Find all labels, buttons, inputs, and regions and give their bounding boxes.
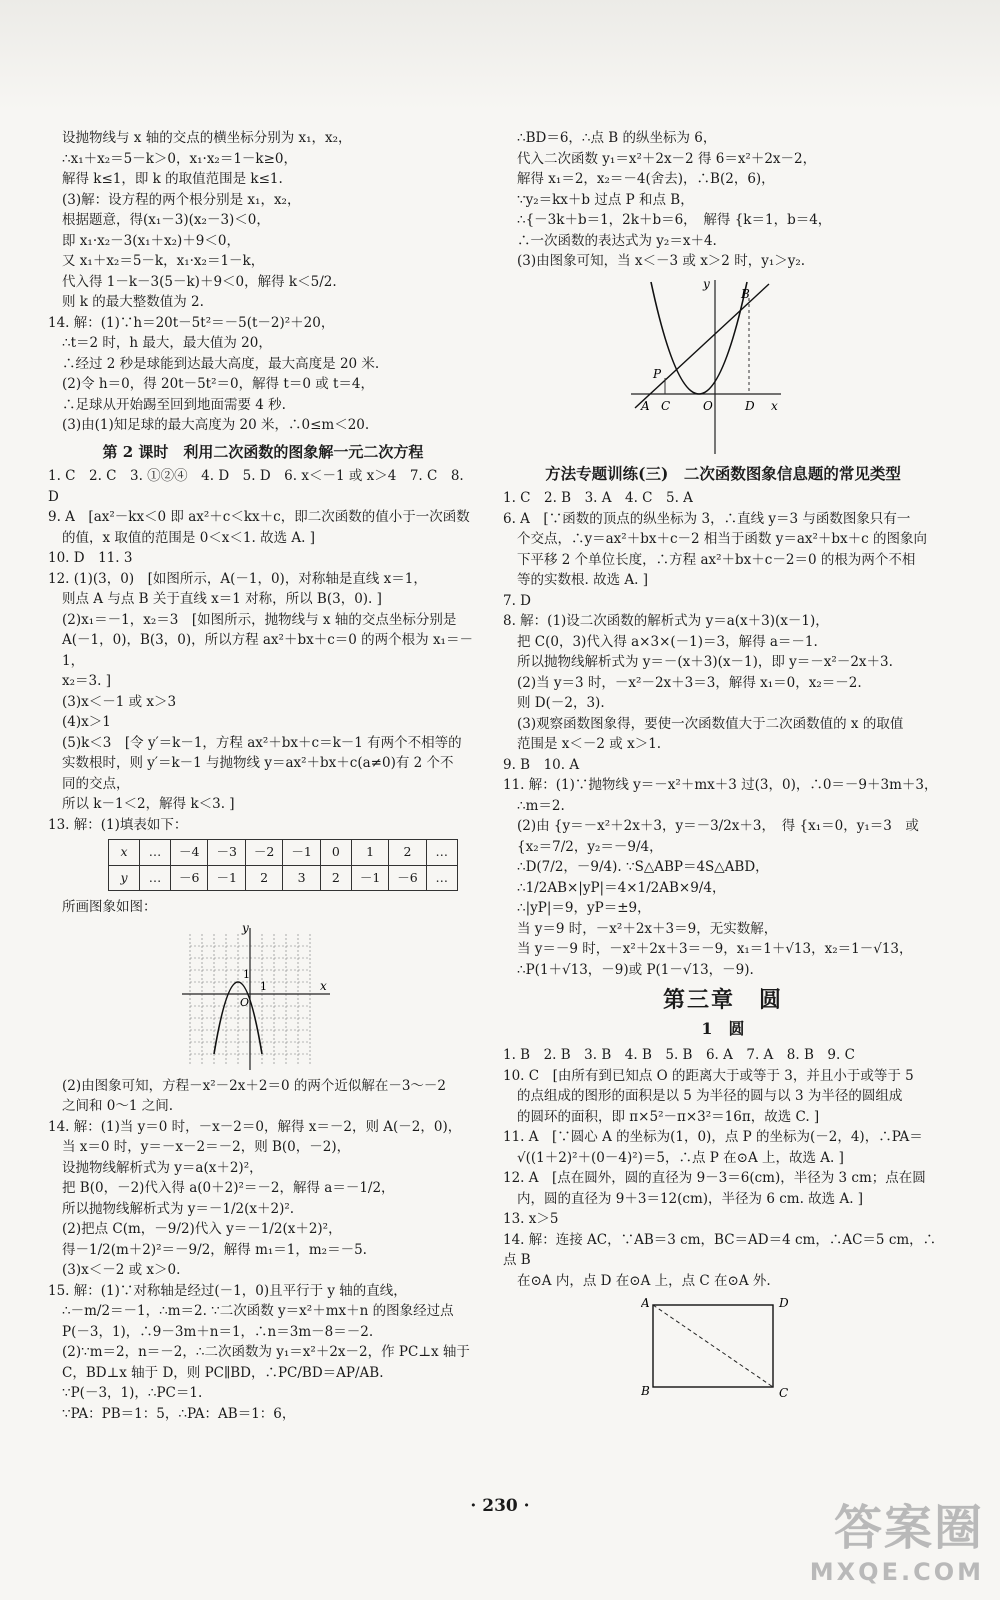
text-line: ∴1/2AB×|yP|＝4×1/2AB×9/4， [517,879,726,896]
text-line: 10. D 11. 3 [48,550,133,566]
text-line: 13. 解：(1)填表如下： [48,816,188,833]
value-table [108,839,458,891]
text-line: 13. x＞5 [503,1211,559,1227]
parabola-curve [651,282,747,394]
text-line: 14. 解：(1)当 y＝0 时，－x－2＝0，解得 x＝－2，则 A(－2，0)， [48,1118,462,1135]
text-line: 当 y＝9 时，－x²＋2x＋3＝9，无实数解， [517,920,778,937]
label-c: C [661,398,671,413]
label-c: C [779,1386,789,1399]
text-line: 所以抛物线解析式为 y＝－1/2(x＋2)². [62,1200,295,1217]
section-title-lesson2: 第 2 课时 利用二次函数的图象解一元二次方程 [102,442,424,461]
rectangle-figure [641,1295,821,1399]
text-line: 9. A [ax²－kx＜0 即 ax²＋c＜kx＋c，即二次函数的值小于一次函数 [48,509,470,525]
diagonal-ac [653,1305,773,1387]
text-line: 的点组成的图形的面积是以 5 为半径的圆与以 3 为半径的圆组成 [517,1088,903,1104]
table-cell: … [426,840,457,866]
text-line: 则 k 的最大整数值为 2. [62,294,204,310]
text-line: ∴P(1＋√13，－9)或 P(1－√13，－9). [517,961,754,978]
right-block-1 [503,128,943,272]
parabola-grid-figure [180,922,370,1072]
table-cell: 1 [351,840,388,866]
text-line: (2)由图象可知，方程－x²－2x＋2＝0 的两个近似解在－3～－2 [62,1077,446,1094]
text-line: 内，圆的直径为 9＋3＝12(cm)，半径为 6 cm. 故选 A. ] [517,1190,864,1207]
chapter-title: 第三章 圆 [662,987,783,1013]
right-block-3 [503,1045,943,1291]
label-y: y [242,921,249,935]
text-line: 实数根时，则 y′＝k－1 与抛物线 y＝ax²＋bx＋c(a≠0)有 2 个不 [62,755,454,771]
text-line: (4)x＞1 [62,714,111,730]
left-block-2 [48,466,478,835]
subsection-title: 1 圆 [701,1018,745,1038]
table-cell: y [109,865,140,891]
label-o: O [703,398,713,413]
watermark-logo: 答案圈 [833,1500,984,1556]
text-line: 14. 解：连接 AC，∵AB＝3 cm，BC＝AD＝4 cm，∴AC＝5 cm，∴点 B [503,1231,937,1268]
label-one-x: 1 [260,979,267,993]
text-line: ∴|yP|＝9，yP＝±9， [517,900,651,916]
text-line: 9. B 10. A [503,756,580,773]
text-line: ∴足球从开始踢至回到地面需要 4 秒. [62,396,286,413]
table-cell: －4 [171,840,208,866]
line-parabola-figure [631,276,801,456]
text-line: ∴BD＝6，∴点 B 的纵坐标为 6， [517,130,717,146]
text-line: ∵y₂＝kx＋b 过点 P 和点 B， [517,191,694,208]
text-line: (3)观察函数图象得，要使一次函数值大于二次函数值的 x 的取值 [517,715,904,732]
text-line: (2)令 h＝0，得 20t－5t²＝0，解得 t＝0 或 t＝4， [62,376,375,392]
text-line: 之间和 0～1 之间. [62,1098,174,1114]
table-row-x [109,840,458,866]
text-line: 得－1/2(m＋2)²＝－9/2，解得 m₁＝1，m₂＝－5. [62,1241,367,1258]
table-cell: 2 [389,840,426,866]
text-line: ∴经过 2 秒是球能到达最大高度，最大高度是 20 米. [62,355,380,372]
label-a: A [641,398,650,413]
left-block-1 [48,128,478,436]
table-cell: 3 [283,865,320,891]
table-row-y [109,865,458,891]
text-line: (2)由 {y＝－x²＋2x＋3，y＝－3/2x＋3， 得 {x₁＝0，y₁＝3 或 {x₂＝7/2，y₂＝－9/4， [517,818,924,855]
text-line: ∴m＝2. [517,797,565,814]
table-cell: －1 [208,865,245,891]
label-p: P [653,366,662,381]
text-line: 设抛物线与 x 轴的交点的横坐标分别为 x₁，x₂， [62,130,352,146]
table-cell: －6 [389,865,426,891]
watermark-url: MXQE.COM [809,1558,984,1586]
table-cell: 2 [320,865,351,891]
text-line: 则 D(－2，3). [517,695,605,711]
text-line: (3)由(1)知足球的最大高度为 20 米，∴0≤m＜20. [62,417,370,433]
text-line: 则点 A 与点 B 关于直线 x＝1 对称，所以 B(3，0). ] [62,591,382,607]
text-line: (3)解：设方程的两个根分别是 x₁，x₂， [62,191,301,208]
table-cell: 0 [320,840,351,866]
table-cell: －1 [351,865,388,891]
text-line: (3)x＜－2 或 x＞0. [62,1262,181,1278]
right-column [503,128,943,1403]
label-origin: O [240,995,250,1009]
text-line: 根据题意，得(x₁－3)(x₂－3)＜0， [62,212,270,228]
label-x: x [771,398,778,413]
text-line: 在⊙A 内，点 D 在⊙A 上，点 C 在⊙A 外. [517,1272,771,1289]
text-line: 把 C(0，3)代入得 a×3×(－1)＝3，解得 a＝－1. [517,633,818,650]
text-line: ∴D(7/2，－9/4). ∵S△ABP＝4S△ABD， [517,859,769,875]
section-title-method3: 方法专题训练(三) 二次函数图象信息题的常见类型 [545,463,901,483]
label-b: B [641,1384,650,1398]
page-number: · 230 · [470,1496,530,1516]
text-line: (2)x₁＝－1，x₂＝3 [如图所示，抛物线与 x 轴的交点坐标分别是 [62,611,457,628]
text-line: ∴一次函数的表达式为 y₂＝x＋4. [517,232,717,249]
text-line: A(－1，0)，B(3，0)，所以方程 ax²＋bx＋c＝0 的两个根为 x₁＝－1， [62,632,473,669]
text-line: 8. 解：(1)设二次函数的解析式为 y＝a(x＋3)(x－1)， [503,613,829,629]
text-line: (3)x＜－1 或 x＞3 [62,693,177,710]
text-line: 把 B(0，－2)代入得 a(0＋2)²＝－2，解得 a＝－1/2， [62,1180,395,1196]
text-line: 1. C 2. B 3. A 4. C 5. A [503,490,693,506]
text-line: 1. C 2. C 3. ①②④ 4. D 5. D 6. x＜－1 或 x＞4 7. C 8. D [48,468,469,505]
text-line: (2)把点 C(m，－9/2)代入 y＝－1/2(x＋2)²， [62,1221,342,1237]
table-cell: －3 [208,840,245,866]
text-line: (3)由图象可知，当 x＜－3 或 x＞2 时，y₁＞y₂. [517,253,806,269]
left-block-4 [48,1076,478,1425]
text-line: ∴t＝2 时，h 最大，最大值为 20， [62,335,272,351]
text-line: C，BD⊥x 轴于 D，则 PC∥BD，∴PC/BD＝AP/AB. [62,1364,384,1381]
text-line: ∴－m/2＝－1，∴m＝2. ∵二次函数 y＝x²＋mx＋n 的图象经过点 [62,1303,454,1319]
label-d: D [779,1296,789,1310]
text-line: 所以抛物线解析式为 y＝－(x＋3)(x－1)，即 y＝－x²－2x＋3. [517,654,893,670]
text-line: 代入二次函数 y₁＝x²＋2x－2 得 6＝x²＋2x－2， [517,150,817,167]
text-line: 11. 解：(1)∵抛物线 y＝－x²＋mx＋3 过(3，0)，∴0＝－9＋3m＋3， [503,777,938,793]
table-cell: 2 [245,865,282,891]
text-line: ∴x₁＋x₂＝5－k＞0，x₁·x₂＝1－k≥0， [62,150,298,167]
left-column [48,128,478,1424]
text-line: 的值，x 取值的范围是 0＜x＜1. 故选 A. ] [62,529,315,546]
text-line: 7. D [503,592,531,609]
text-line: (2)∵m＝2，n＝－2，∴二次函数为 y₁＝x²＋2x－2，作 PC⊥x 轴于 [62,1344,470,1360]
label-one-y: 1 [243,967,250,981]
text-line: 所画图象如图： [62,899,157,915]
text-line: 等的实数根. 故选 A. ] [517,572,648,588]
text-line: ∴{－3k＋b＝1，2k＋b＝6， 解得 {k＝1，b＝4， [517,212,832,228]
text-line: 1. B 2. B 3. B 4. B 5. B 6. A 7. A 8. B 9. C [503,1047,855,1063]
text-line: (5)k＜3 [令 y′＝k－1，方程 ax²＋bx＋c＝k－1 有两个不相等的 [62,734,462,751]
text-line: 范围是 x＜－2 或 x＞1. [517,736,662,752]
label-b: B [741,286,750,301]
text-line: 的圆环的面积，即 π×5²－π×3²＝16π，故选 C. ] [517,1108,820,1125]
text-line: 11. A [∵圆心 A 的坐标为(1，0)，点 P 的坐标为(－2，4)，∴PA＝ [503,1129,923,1145]
table-cell: －6 [171,865,208,891]
text-line: 10. C [由所有到已知点 O 的距离大于或等于 3，并且小于或等于 5 [503,1067,914,1084]
text-line: x₂＝3. ] [62,673,111,689]
text-line: 当 y＝－9 时，－x²＋2x＋3＝－9，x₁＝1＋√13，x₂＝1－√13， [517,941,913,957]
scan-top-band [0,0,1000,110]
left-block-3 [48,897,478,918]
text-line: ∵PA：PB＝1：5，∴PA：AB＝1：6， [62,1405,296,1422]
text-line: 又 x₁＋x₂＝5－k，x₁·x₂＝1－k， [62,253,265,269]
text-line: 15. 解：(1)∵对称轴是经过(－1，0)且平行于 y 轴的直线， [48,1282,407,1299]
text-line: 12. (1)(3，0) [如图所示，A(－1，0)，对称轴是直线 x＝1， [48,570,427,587]
table-cell: … [140,865,171,891]
table-cell: －1 [283,840,320,866]
text-line: 解得 k≤1，即 k 的取值范围是 k≤1. [62,171,283,187]
text-line: 代入得 1－k－3(5－k)＋9＜0，解得 k＜5/2. [62,273,337,290]
text-line: 所以 k－1＜2，解得 k＜3. ] [62,796,235,812]
text-line: 解得 x₁＝2，x₂＝－4(舍去)，∴B(2，6)， [517,171,775,187]
text-line: 设抛物线解析式为 y＝a(x＋2)²， [62,1159,263,1176]
text-line: 同的交点， [62,775,130,792]
text-line: 14. 解：(1)∵h＝20t－5t²＝－5(t－2)²＋20， [48,314,335,331]
right-block-2 [503,488,943,980]
watermark [810,1489,984,1586]
label-x: x [320,978,327,993]
text-line: 下平移 2 个单位长度，∴方程 ax²＋bx＋c－2＝0 的根为两个不相 [517,551,916,568]
text-line: 个交点，∴y＝ax²＋bx＋c－2 相当于函数 y＝ax²＋bx＋c 的图象向 [517,531,927,547]
text-line: 当 x＝0 时，y＝－x－2＝－2，则 B(0，－2)， [62,1139,351,1155]
text-line: 6. A [∵函数的顶点的纵坐标为 3，∴直线 y＝3 与函数图象只有一 [503,510,911,527]
label-y: y [703,276,710,291]
text-line: 12. A [点在圆外，圆的直径为 9－3＝6(cm)，半径为 3 cm；点在圆 [503,1170,926,1186]
table-cell: x [109,840,140,866]
label-a: A [641,1296,650,1310]
text-line: 即 x₁·x₂－3(x₁＋x₂)＋9＜0， [62,232,240,249]
text-line: √((1＋2)²＋(0－4)²)＝5，∴点 P 在⊙A 上，故选 A. ] [517,1149,844,1166]
table-cell: －2 [245,840,282,866]
text-line: (2)当 y＝3 时，－x²－2x＋3＝3，解得 x₁＝0，x₂＝－2. [517,674,862,691]
text-line: P(－3，1)，∴9－3m＋n＝1，∴n＝3m－8＝－2. [62,1323,374,1340]
label-d: D [745,398,755,413]
table-cell: … [140,840,171,866]
text-line: ∵P(－3，1)，∴PC＝1. [62,1385,203,1401]
table-cell: … [426,865,457,891]
